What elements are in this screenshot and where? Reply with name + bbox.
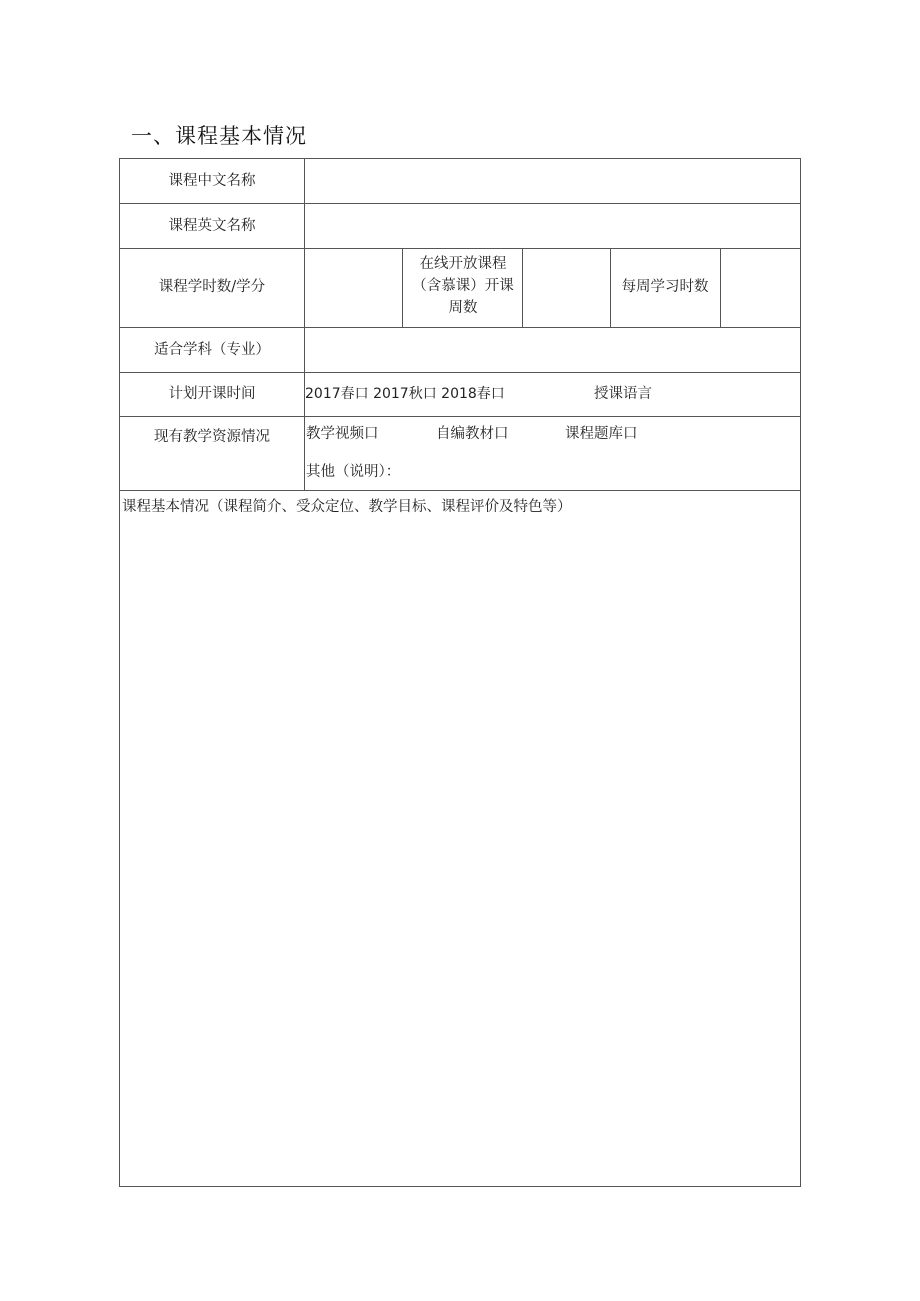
question-bank-checkbox[interactable]: 课程题库口 bbox=[565, 426, 638, 442]
other-resources-label[interactable]: 其他（说明）： bbox=[306, 464, 401, 480]
column-divider bbox=[304, 159, 305, 490]
online-course-weeks-label: 在线开放课程（含慕课）开课周数 bbox=[412, 256, 514, 316]
row-divider bbox=[120, 327, 800, 328]
column-divider bbox=[402, 248, 403, 327]
row-divider bbox=[120, 203, 800, 204]
row-divider bbox=[120, 248, 800, 249]
video-checkbox[interactable]: 教学视频口 bbox=[306, 426, 379, 442]
course-info-table bbox=[119, 158, 801, 1187]
schedule-label: 计划开课时间 bbox=[168, 386, 256, 402]
resources-label: 现有教学资源情况 bbox=[154, 429, 270, 445]
column-divider bbox=[522, 248, 523, 327]
course-summary-label: 课程基本情况（课程简介、受众定位、教学目标、课程评价及特色等） bbox=[122, 499, 572, 515]
semester-options[interactable]: 2017春口 2017秋口 2018春口 bbox=[305, 386, 505, 402]
row-divider bbox=[120, 416, 800, 417]
section-title: 一、课程基本情况 bbox=[131, 124, 307, 148]
course-summary-area[interactable] bbox=[124, 521, 796, 1181]
row-divider bbox=[120, 490, 800, 491]
column-divider bbox=[720, 248, 721, 327]
teaching-language-label: 授课语言 bbox=[594, 386, 652, 402]
cn-name-label: 课程中文名称 bbox=[168, 173, 256, 189]
en-name-label: 课程英文名称 bbox=[168, 218, 256, 234]
row-divider bbox=[120, 372, 800, 373]
textbook-checkbox[interactable]: 自编教材口 bbox=[436, 426, 509, 442]
weekly-study-hours-label: 每周学习时数 bbox=[621, 279, 709, 295]
discipline-label: 适合学科（专业） bbox=[154, 342, 270, 358]
hours-credits-label: 课程学时数/学分 bbox=[158, 279, 266, 295]
